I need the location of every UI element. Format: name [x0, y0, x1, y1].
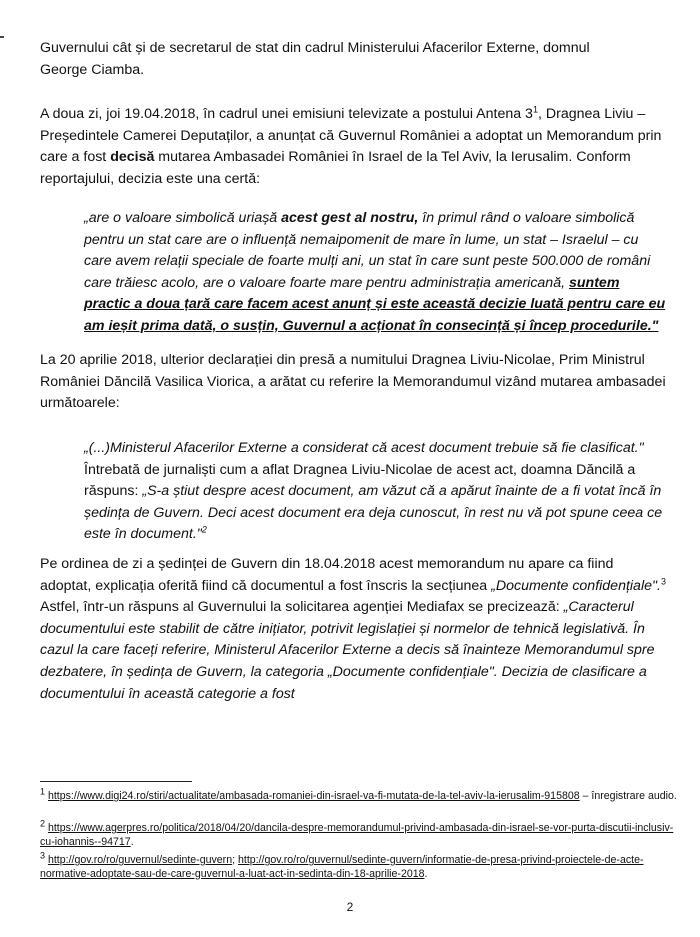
quote-dragnea	[84, 208, 668, 338]
paragraph-ordinea-italic: „Documente confidențiale".	[491, 577, 661, 594]
quote-dancila-line1: „(...)Ministerul Afacerilor Externe a considerat că acest document trebuie să fie clasificat."	[84, 440, 644, 456]
paragraph-antena3-text-c: mutarea Ambasadei României în Israel de la Tel Aviv, la Ierusalim. Conform reportajului, decizia este una certă:	[40, 149, 631, 187]
bold-decisa: decisă	[110, 149, 155, 166]
footnote-ref-1[interactable]: 1	[532, 104, 538, 115]
paragraph-antena3-text-b: , Dragnea Liviu – Președintele Camerei Deputaților, a anunțat că Guvernul României a adoptat un Memorandum prin care a fost	[40, 106, 662, 166]
quote-dancila-intro: Întrebată de jurnaliști cum a aflat Dragnea Liviu-Nicolae de acest act, doamna Dăncilă a răspuns:	[84, 461, 636, 500]
quote-dragnea-underlined: suntem practic a doua țară care facem acest anunț și este această decizie luată pentru care eu am ieșit prima dată, o susțin, Guvernul a acționat în consecință și încep procedurile."	[84, 274, 666, 334]
quote-dragnea-text-b: în primul rând o valoare simbolică pentru un stat care are o influență nemaipomenit de mare în lume, un stat – Israelul – cu care avem relații speciale de foarte mulți ani, un stat în care sunt peste 500.000 de români care trăiesc acolo, are o valoare foarte mare pentru administrația americană,	[84, 210, 651, 291]
quote-dragnea-text-a: „are o valoare simbolică uriașă	[84, 210, 282, 226]
paragraph-intro-line2: George Ciamba.	[40, 61, 145, 78]
paragraph-20-aprilie	[40, 350, 668, 415]
quote-dancila	[84, 438, 668, 546]
footnote-2-suffix: .	[130, 835, 134, 848]
footnote-1-suffix: – înregistrare audio.	[579, 790, 677, 802]
paragraph-intro-line1: Guvernului cât și de secretarul de stat din cadrul Ministerului Afacerilor Externe, domnul	[40, 40, 590, 56]
footnote-3-link-b[interactable]: http://gov.ro/ro/guvernul/sedinte-guvern/informatie-de-presa-privind-proiectele-de-acte-normative-adoptate-sau-de-care-guvernul-a-luat-act-in-sedinta-din-18-aprilie-2018	[40, 854, 644, 880]
quote-dragnea-bold: acest gest al nostru,	[281, 210, 419, 226]
footnote-1-link[interactable]: https://www.digi24.ro/stiri/actualitate/ambasada-romaniei-din-israel-va-fi-mutata-de-la-tel-aviv-la-ierusalim-915808	[47, 790, 580, 802]
footnote-1-number: 1	[40, 786, 46, 797]
footnote-3-suffix: .	[424, 867, 428, 880]
paragraph-20-aprilie-text: La 20 aprilie 2018, ulterior declarației din presă a numitului Dragnea Liviu-Nicolae, Prim Ministrul României Dăncilă Vasilica Viorica, a arătat cu referire la Memorandumul vizând mutarea ambasadei următoarele:	[40, 352, 666, 412]
footnote-2-number: 2	[40, 818, 46, 829]
footnote-3-separator: ;	[232, 854, 238, 866]
paragraph-antena3-text-a: A doua zi, joi 19.04.2018, în cadrul unei emisiuni televizate a postului Antena 3	[40, 106, 533, 122]
paragraph-ordinea-text-a: Pe ordinea de zi a ședinței de Guvern din 18.04.2018 acest memorandum nu apare ca fiind adoptat, explicația oferită fiind că documentul a fost înscris la secțiunea	[40, 556, 614, 594]
footnote-2-link[interactable]: https://www.agerpres.ro/politica/2018/04/20/dancila-despre-memorandumul-privind-ambasada-din-israel-se-vor-purta-discutii-inclusiv-cu-iohannis--94717	[40, 822, 674, 848]
page-number: 2	[346, 900, 354, 914]
paragraph-antena3	[40, 104, 668, 190]
footnote-separator	[40, 781, 192, 782]
footnote-3	[40, 850, 680, 881]
footnote-3-number: 3	[40, 850, 46, 861]
footnote-3-link-a[interactable]: http://gov.ro/ro/guvernul/sedinte-guvern	[47, 854, 233, 866]
scan-edge-mark	[0, 36, 4, 38]
footnote-ref-2[interactable]: 2	[201, 524, 207, 535]
footnote-1	[40, 786, 680, 804]
footnote-2	[40, 818, 680, 849]
footnote-ref-3[interactable]: 3	[660, 575, 666, 586]
paragraph-ordinea-de-zi	[40, 554, 668, 705]
paragraph-intro	[40, 38, 668, 81]
paragraph-ordinea-text-b: Astfel, într-un răspuns al Guvernului la solicitarea agenției Mediafax se precizează:	[40, 599, 564, 616]
quote-dancila-answer: „S-a știut despre acest document, am văzut că a apărut înainte de a fi votat încă în ședința de Guvern. Deci acest document era deja cunoscut, în rest nu vă pot spune ceea ce este în document."	[84, 483, 663, 543]
paragraph-ordinea-quote: „Caracterul documentului este stabilit de către inițiator, potrivit legislației și normelor de tehnică legislativă. În cazul la care faceți referire, Ministerul Afacerilor Externe a decis să înainteze Memorandumul spre dezbatere, în ședința de Guvern, la categoria „Documente confidențiale". Decizia de clasificare a documentului în această categorie a fost	[40, 599, 655, 702]
